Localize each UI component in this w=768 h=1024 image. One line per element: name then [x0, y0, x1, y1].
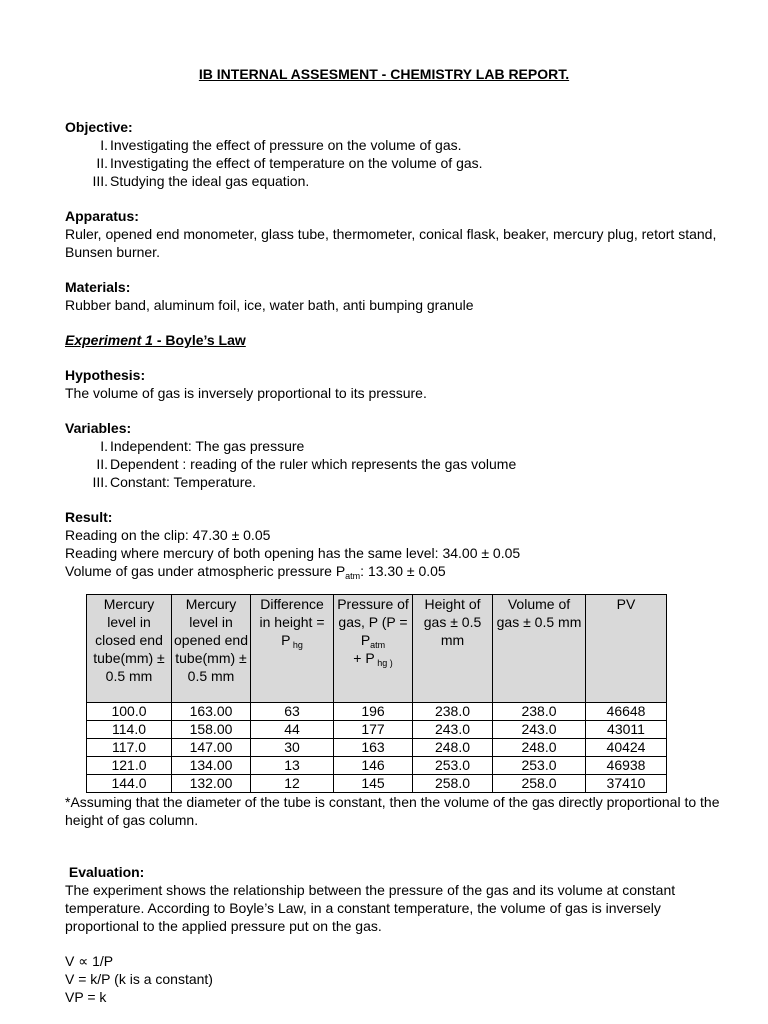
table-cell: 134.00 [172, 757, 251, 775]
list-item: I. Independent: The gas pressure [100, 438, 305, 454]
hypothesis-heading: Hypothesis: [65, 367, 146, 383]
table-cell: 40424 [586, 739, 667, 757]
table-cell: 258.0 [413, 775, 493, 793]
table-cell: 132.00 [172, 775, 251, 793]
equation: V ∝ 1/P [65, 953, 114, 969]
table-cell: 145 [334, 775, 413, 793]
result-line: Reading where mercury of both opening has the same level: 34.00 ± 0.05 [65, 545, 521, 561]
objective-heading: Objective: [65, 119, 133, 135]
table-cell: 37410 [586, 775, 667, 793]
list-item: II. Dependent : reading of the ruler which represents the gas volume [96, 456, 517, 472]
evaluation-heading: Evaluation: [65, 864, 145, 880]
table-cell: 196 [334, 703, 413, 721]
table-cell: 121.0 [87, 757, 172, 775]
table-cell: 100.0 [87, 703, 172, 721]
experiment-title: Experiment 1 - Boyle’s Law [65, 332, 246, 348]
table-cell: 243.0 [493, 721, 586, 739]
table-cell: 248.0 [493, 739, 586, 757]
apparatus-text: Ruler, opened end monometer, glass tube, thermometer, conical flask, beaker, mercury plug, retort stand, Bunsen burner. [65, 226, 717, 260]
column-header: PV [586, 595, 667, 703]
list-item: I. Investigating the effect of pressure on the volume of gas. [100, 137, 462, 153]
result-heading: Result: [65, 509, 113, 525]
column-header: Pressure of gas, P ($P = P_{atm}$ + P $_{hg )}$ [334, 595, 413, 703]
table-cell: 43011 [586, 721, 667, 739]
table-cell: 30 [251, 739, 334, 757]
table-cell: 248.0 [413, 739, 493, 757]
table-cell: 163.00 [172, 703, 251, 721]
variables-list [65, 437, 725, 491]
table-cell: 158.00 [172, 721, 251, 739]
equation: VP = k [65, 989, 107, 1005]
table-cell: 238.0 [493, 703, 586, 721]
column-header: Volume of gas ± 0.5 mm [493, 595, 586, 703]
table-cell: 144.0 [87, 775, 172, 793]
table-cell: 117.0 [87, 739, 172, 757]
table-cell: 44 [251, 721, 334, 739]
table-cell: 46648 [586, 703, 667, 721]
table-cell: 258.0 [493, 775, 586, 793]
column-header: Height of gas ± 0.5 mm [413, 595, 493, 703]
column-header: Mercury level in opened end tube(mm) ± 0.5 mm [172, 595, 251, 703]
table-cell: 63 [251, 703, 334, 721]
hypothesis-text: The volume of gas is inversely proportional to its pressure. [65, 385, 427, 401]
variables-heading: Variables: [65, 420, 132, 436]
table-cell: 12 [251, 775, 334, 793]
table-cell: 253.0 [413, 757, 493, 775]
result-line: Reading on the clip: 47.30 ± 0.05 [65, 527, 271, 543]
table-row [87, 775, 667, 793]
table-cell: 114.0 [87, 721, 172, 739]
list-item: II. Investigating the effect of temperature on the volume of gas. [96, 155, 483, 171]
table-cell: 13 [251, 757, 334, 775]
table-row [87, 703, 667, 721]
table-header-row [87, 595, 667, 703]
result-line: Volume of gas under atmospheric pressure $P_{atm}$: 13.30 ± 0.05 [65, 563, 446, 581]
table-cell: 146 [334, 757, 413, 775]
evaluation-text: The experiment shows the relationship between the pressure of the gas and its volume at constant temperature. According to Boyle’s Law, in a constant temperature, the volume of gas is inversely proportional to the applied pressure put on the gas. [65, 882, 676, 934]
table-cell: 46938 [586, 757, 667, 775]
page-title: IB INTERNAL ASSESMENT - CHEMISTRY LAB REPORT. [198, 66, 570, 82]
results-table [86, 594, 667, 793]
table-row [87, 721, 667, 739]
column-header: Difference in height = P $_{hg}$ [251, 595, 334, 703]
table-cell: 177 [334, 721, 413, 739]
table-cell: 147.00 [172, 739, 251, 757]
table-cell: 253.0 [493, 757, 586, 775]
apparatus-heading: Apparatus: [65, 208, 139, 224]
equation: V = k/P (k is a constant) [65, 971, 213, 987]
table-row [87, 739, 667, 757]
materials-heading: Materials: [65, 279, 131, 295]
table-cell: 238.0 [413, 703, 493, 721]
table-note: *Assuming that the diameter of the tube is constant, then the volume of the gas directly proportional to the height of gas column. [65, 794, 720, 828]
report-body [65, 118, 725, 1006]
table-cell: 243.0 [413, 721, 493, 739]
table-row [87, 757, 667, 775]
list-item: III. Constant: Temperature. [92, 474, 257, 490]
materials-text: Rubber band, aluminum foil, ice, water bath, anti bumping granule [65, 297, 474, 313]
table-cell: 163 [334, 739, 413, 757]
list-item: III. Studying the ideal gas equation. [92, 173, 310, 189]
objective-list [65, 136, 725, 190]
column-header: Mercury level in closed end tube(mm) ± 0.5 mm [87, 595, 172, 703]
